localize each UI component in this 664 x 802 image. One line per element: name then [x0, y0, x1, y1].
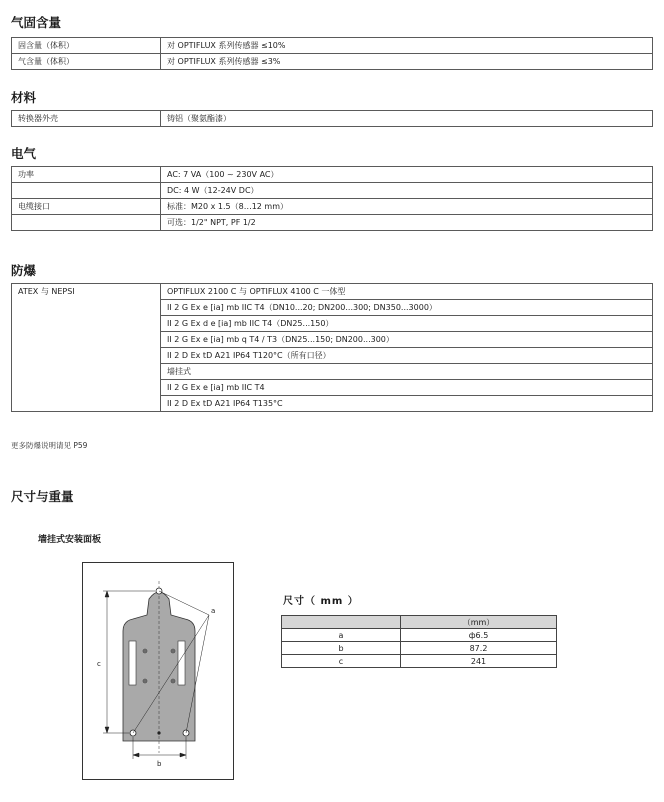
spec-label	[12, 215, 161, 231]
electrical-table	[11, 166, 653, 231]
spec-label: 气含量（体积）	[12, 54, 161, 70]
section-title-explosion: 防爆	[11, 263, 37, 278]
mounting-slot	[129, 641, 136, 685]
table-row	[12, 38, 653, 54]
dim-value: ф6.5	[401, 629, 557, 642]
spec-value: 对 OPTIFLUX 系列传感器 ≤10%	[161, 38, 653, 54]
spec-value: II 2 D Ex tD A21 IP64 T135°C	[161, 396, 653, 412]
material-table	[11, 110, 653, 127]
mounting-slot	[178, 641, 185, 685]
table-row	[12, 183, 653, 199]
spec-value: 可选：1/2" NPT, PF 1/2	[161, 215, 653, 231]
spec-label: 固含量（体积）	[12, 38, 161, 54]
table-row	[12, 54, 653, 70]
spec-label: ATEX 与 NEPSI	[12, 284, 161, 412]
dim-key: b	[282, 642, 401, 655]
table-row	[12, 167, 653, 183]
spec-value: 对 OPTIFLUX 系列传感器 ≤3%	[161, 54, 653, 70]
spec-value: II 2 G Ex e [ia] mb IIC T4（DN10...20; DN200...300; DN350...3000）	[161, 300, 653, 316]
table-row	[282, 629, 557, 642]
label-c: c	[97, 660, 101, 668]
section-title-gas: 气固含量	[11, 15, 62, 30]
spec-value: 标准：M20 x 1.5（8…12 mm）	[161, 199, 653, 215]
spec-value: II 2 G Ex d e [ia] mb IIC T4（DN25...150）	[161, 316, 653, 332]
spec-label: 电缆接口	[12, 199, 161, 215]
spec-value: II 2 D Ex tD A21 IP64 T120°C（所有口径）	[161, 348, 653, 364]
spec-value: OPTIFLUX 2100 C 与 OPTIFLUX 4100 C 一体型	[161, 284, 653, 300]
dim-key: c	[282, 655, 401, 668]
gas-content-table	[11, 37, 653, 70]
table-row	[12, 215, 653, 231]
spec-value: DC: 4 W（12-24V DC）	[161, 183, 653, 199]
explosion-table	[11, 283, 653, 412]
wall-panel-figure	[82, 562, 234, 780]
section-title-material: 材料	[11, 90, 37, 105]
spec-value: 铸铝（聚氨酯漆）	[161, 111, 653, 127]
header-cell: （mm）	[401, 616, 557, 629]
dimension-table	[281, 615, 557, 668]
spec-value: AC: 7 VA（100 ~ 230V AC）	[161, 167, 653, 183]
label-a: a	[211, 607, 216, 615]
header-cell	[282, 616, 401, 629]
label-b: b	[157, 760, 162, 768]
table-row	[282, 642, 557, 655]
table-row	[282, 655, 557, 668]
explosion-note: 更多防爆说明请见 P59	[11, 441, 88, 450]
spec-label: 功率	[12, 167, 161, 183]
table-row	[12, 284, 653, 300]
dim-key: a	[282, 629, 401, 642]
spec-label	[12, 183, 161, 199]
spec-value: II 2 G Ex e [ia] mb q T4 / T3（DN25...150; DN200...300）	[161, 332, 653, 348]
dim-value: 241	[401, 655, 557, 668]
dimension-table-title: 尺寸（ mm ）	[283, 596, 359, 607]
table-row	[12, 199, 653, 215]
spec-value: II 2 G Ex e [ia] mb IIC T4	[161, 380, 653, 396]
spec-value: 墙挂式	[161, 364, 653, 380]
figure-subtitle: 墙挂式安装面板	[38, 535, 102, 545]
spec-label: 转换器外壳	[12, 111, 161, 127]
wall-panel-drawing	[83, 563, 233, 779]
center-dot	[157, 731, 160, 734]
dim-value: 87.2	[401, 642, 557, 655]
section-title-dimensions: 尺寸与重量	[11, 489, 74, 504]
section-title-electrical: 电气	[11, 146, 37, 161]
table-row	[12, 111, 653, 127]
table-header-row	[282, 616, 557, 629]
